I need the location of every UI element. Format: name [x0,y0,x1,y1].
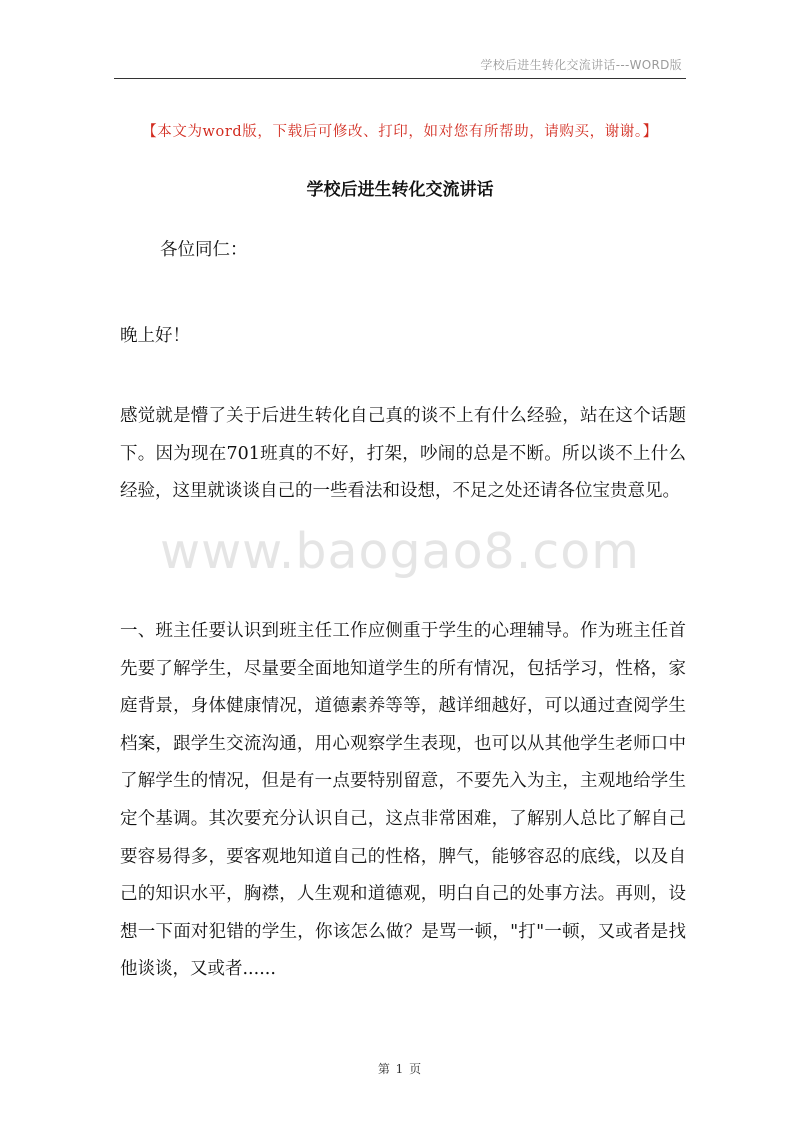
paragraph-section-one: 一、班主任要认识到班主任工作应侧重于学生的心理辅导。作为班主任首先要了解学生，尽量要全面地知道学生的所有情况，包括学习，性格，家庭背景，身体健康情况，道德素养等等，越详细越好，可以通过查阅学生档案，跟学生交流沟通，用心观察学生表现，也可以从其他学生老师口中了解学生的情况，但是有一点要特别留意，不要先入为主，主观地给学生定个基调。其次要充分认识自己，这点非常困难，了解别人总比了解自己要容易得多，要客观地知道自己的性格，脾气，能够容忍的底线，以及自己的知识水平，胸襟，人生观和道德观，明白自己的处事方法。再则，设想一下面对犯错的学生，你该怎么做？是骂一顿，"打"一顿，又或者是找他谈谈，又或者...... [120,621,686,980]
document-title: 学校后进生转化交流讲话 [306,180,494,200]
running-header-title: 学校后进生转化交流讲话---WORD版 [480,58,682,72]
paragraph-introduction: 感觉就是懵了关于后进生转化自己真的谈不上有什么经验，站在这个话题下。因为现在701班真的不好，打架，吵闹的总是不断。所以谈不上什么经验，这里就谈谈自己的一些看法和设想，不足之处还请各位宝贵意见。 [120,406,686,502]
page-number: 第 1 页 [377,1062,423,1076]
running-header [114,56,686,79]
watermark: www.baogao8.com [160,523,640,580]
greeting: 各位同仁： [160,240,248,260]
paragraph-evening-greeting: 晚上好！ [120,326,190,346]
purchase-notice: 【本文为word版，下载后可修改、打印，如对您有所帮助，请购买，谢谢。】 [142,124,658,140]
